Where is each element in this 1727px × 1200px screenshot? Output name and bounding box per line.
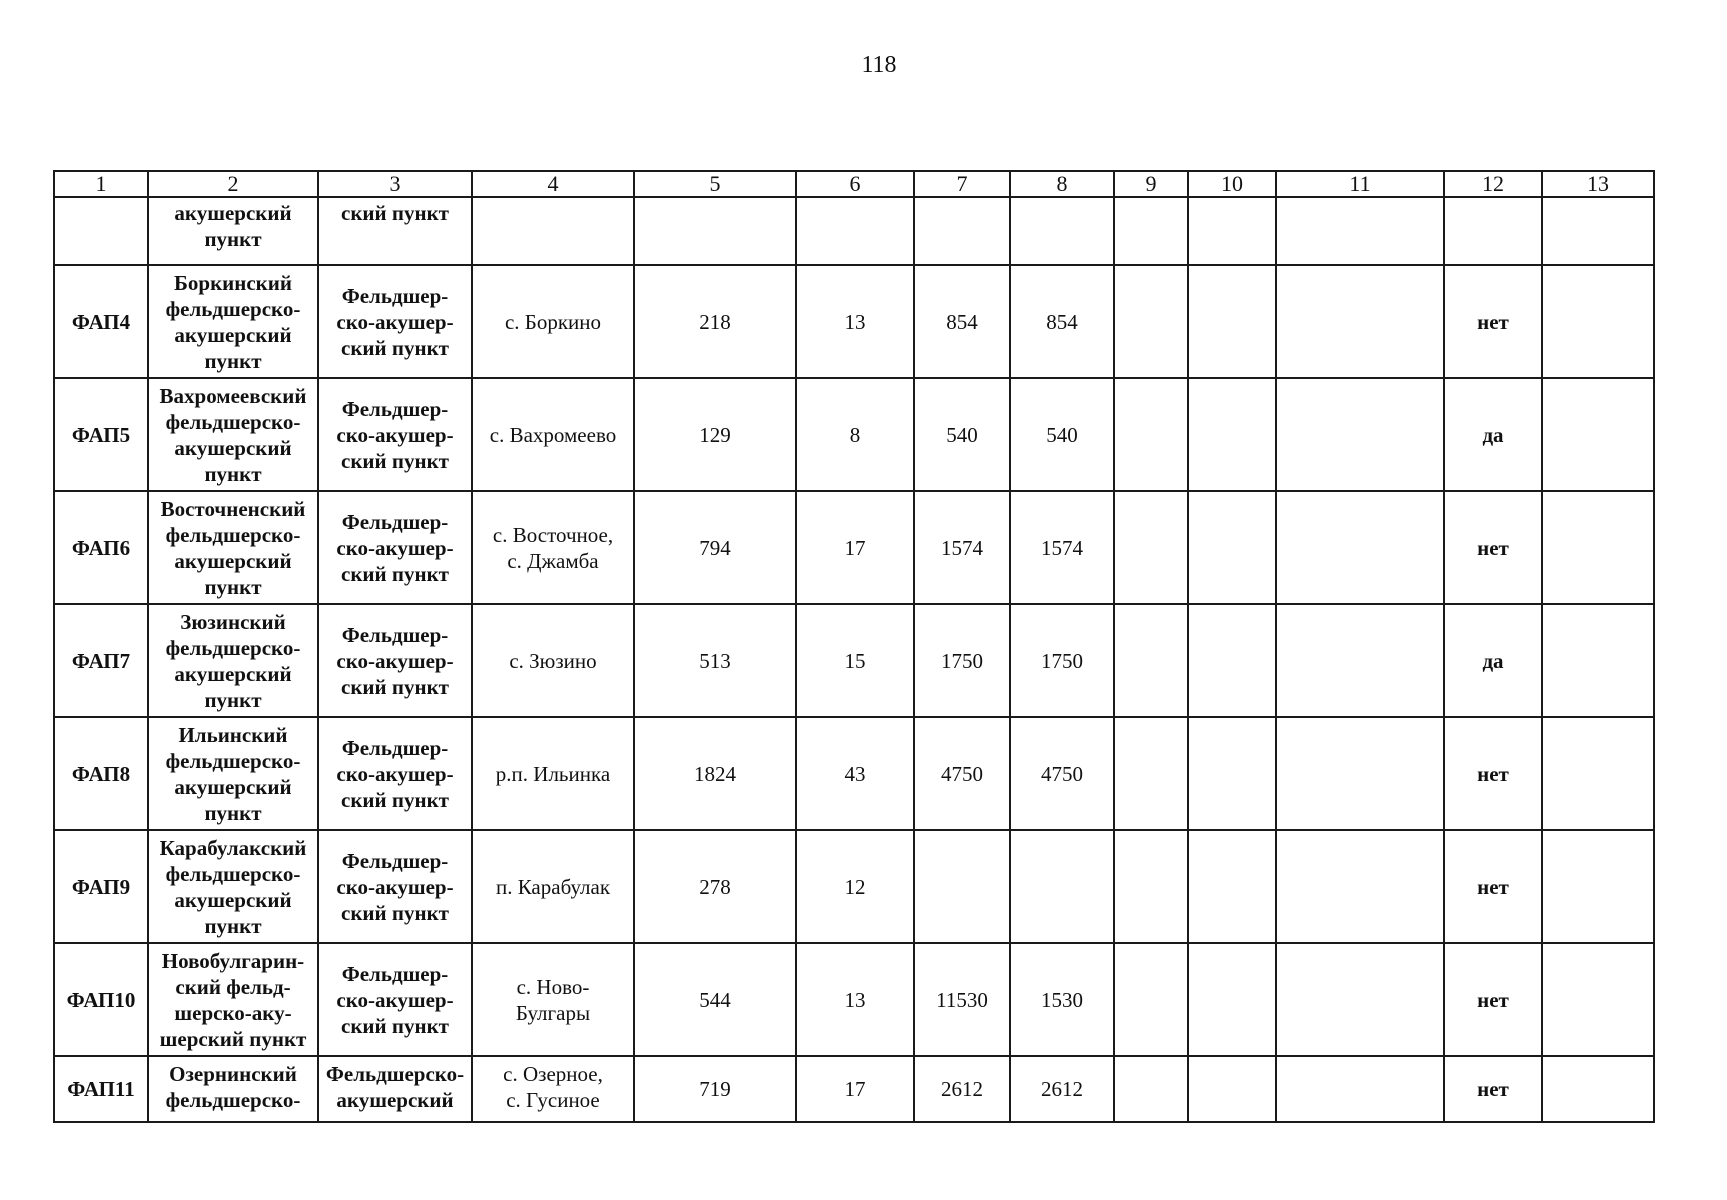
cell-text: да [1482,648,1504,673]
cell-code [54,717,148,830]
column-header: 11 [1276,171,1444,197]
cell-name [148,197,318,265]
cell-name [148,943,318,1056]
cell-text: с. Озерное, с. Гусиное [503,1062,603,1112]
header-row [54,171,1654,197]
cell-value-7 [914,830,1010,943]
table-row [54,830,1654,943]
cell-value-6 [796,943,914,1056]
table-row [54,943,1654,1056]
cell-name [148,830,318,943]
cell-flag-12 [1444,717,1542,830]
cell-text: 540 [1046,422,1078,447]
column-header: 7 [914,171,1010,197]
facilities-table [53,170,1655,1123]
cell-value-13 [1542,717,1654,830]
cell-value-8 [1010,830,1114,943]
cell-value-9 [1114,491,1188,604]
cell-facility-type [318,717,472,830]
cell-text: Фельдшер- ско-акушер- ский пункт [336,622,454,699]
cell-text: ФАП7 [71,648,131,673]
cell-value-9 [1114,830,1188,943]
cell-value-11 [1276,1056,1444,1122]
cell-facility-type [318,265,472,378]
cell-code [54,943,148,1056]
cell-text: 513 [699,648,731,673]
cell-value-6 [796,265,914,378]
cell-name [148,491,318,604]
column-header: 13 [1542,171,1654,197]
cell-settlement [472,717,634,830]
cell-code [54,830,148,943]
cell-value-13 [1542,943,1654,1056]
cell-value-13 [1542,197,1654,265]
cell-value-5 [634,830,796,943]
cell-value-13 [1542,1056,1654,1122]
column-header: 12 [1444,171,1542,197]
cell-text: нет [1477,987,1509,1012]
cell-value-9 [1114,717,1188,830]
cell-code [54,265,148,378]
column-header: 8 [1010,171,1114,197]
cell-settlement [472,943,634,1056]
cell-text: 17 [844,1077,866,1101]
cell-value-8 [1010,717,1114,830]
cell-settlement [472,197,634,265]
cell-text: 1750 [941,648,983,673]
cell-value-11 [1276,604,1444,717]
cell-text: Карабулакский фельдшерско- акушерский пункт [159,835,307,938]
cell-value-11 [1276,717,1444,830]
cell-value-13 [1542,491,1654,604]
column-header: 10 [1188,171,1276,197]
cell-value-7 [914,491,1010,604]
cell-flag-12 [1444,378,1542,491]
cell-text: нет [1477,1077,1509,1101]
cell-text: Восточненский фельдшерско- акушерский пункт [160,496,306,599]
cell-facility-type [318,197,472,265]
cell-settlement [472,491,634,604]
cell-value-5 [634,378,796,491]
cell-value-6 [796,1056,914,1122]
cell-value-10 [1188,491,1276,604]
cell-facility-type [318,378,472,491]
cell-flag-12 [1444,830,1542,943]
cell-value-13 [1542,265,1654,378]
cell-text: ФАП11 [67,1077,135,1101]
cell-flag-12 [1444,491,1542,604]
cell-text: Фельдшер- ско-акушер- ский пункт [336,961,454,1038]
cell-text: 4750 [941,761,983,786]
cell-text: 2612 [941,1077,983,1101]
cell-value-5 [634,491,796,604]
cell-value-8 [1010,604,1114,717]
cell-text: нет [1477,874,1509,899]
cell-text: ФАП8 [71,761,131,786]
cell-value-10 [1188,717,1276,830]
column-header: 3 [318,171,472,197]
cell-value-10 [1188,265,1276,378]
cell-value-9 [1114,265,1188,378]
cell-text: нет [1477,535,1509,560]
cell-settlement [472,604,634,717]
cell-value-11 [1276,830,1444,943]
cell-text: 1530 [1041,987,1083,1012]
cell-text: акушерский пункт [174,201,292,251]
cell-text: Вахромеевский фельдшерско- акушерский пункт [159,383,307,486]
table-row [54,265,1654,378]
cell-value-8 [1010,265,1114,378]
cell-value-10 [1188,378,1276,491]
cell-value-11 [1276,943,1444,1056]
cell-text: 218 [699,309,731,334]
cell-value-5 [634,943,796,1056]
cell-text: с. Восточное, с. Джамба [492,522,614,573]
cell-text: Озернинский фельдшерско- [165,1062,301,1112]
cell-text: 1574 [941,535,983,560]
cell-text: 11530 [936,987,988,1012]
cell-text: Фельдшер- ско-акушер- ский пункт [336,848,454,925]
cell-name [148,378,318,491]
table-row [54,378,1654,491]
cell-value-13 [1542,378,1654,491]
cell-settlement [472,265,634,378]
column-header: 2 [148,171,318,197]
table-row [54,491,1654,604]
cell-value-11 [1276,491,1444,604]
cell-facility-type [318,604,472,717]
cell-text: 278 [699,874,731,899]
cell-settlement [472,830,634,943]
cell-value-6 [796,717,914,830]
cell-text: с. Вахромеево [489,422,617,447]
cell-flag-12 [1444,265,1542,378]
cell-text: да [1482,422,1504,447]
cell-value-9 [1114,197,1188,265]
cell-settlement [472,378,634,491]
cell-value-7 [914,197,1010,265]
cell-value-10 [1188,604,1276,717]
cell-value-8 [1010,1056,1114,1122]
cell-value-5 [634,717,796,830]
cell-text: с. Ново- Булгары [515,974,591,1025]
cell-value-5 [634,197,796,265]
cell-value-7 [914,717,1010,830]
cell-facility-type [318,1056,472,1122]
cell-text: ФАП6 [71,535,131,560]
cell-value-8 [1010,943,1114,1056]
cell-code [54,491,148,604]
cell-text: 43 [844,761,866,786]
cell-text: Ильинский фельдшерско- акушерский пункт [165,722,301,825]
cell-value-5 [634,1056,796,1122]
cell-text: 719 [699,1077,731,1101]
cell-text: 13 [844,987,866,1012]
cell-value-9 [1114,604,1188,717]
cell-text: 4750 [1041,761,1083,786]
cell-flag-12 [1444,604,1542,717]
cell-text: 544 [699,987,731,1012]
cell-text: Фельдшер- ско-акушер- ский пункт [336,735,454,812]
cell-text: нет [1477,309,1509,334]
cell-text: Фельдшер- ско-акушер- ский пункт [336,396,454,473]
cell-value-8 [1010,197,1114,265]
cell-text: р.п. Ильинка [495,761,611,786]
cell-value-11 [1276,378,1444,491]
column-header: 5 [634,171,796,197]
cell-value-10 [1188,1056,1276,1122]
cell-text: ФАП5 [71,422,131,447]
cell-value-7 [914,943,1010,1056]
cell-name [148,265,318,378]
cell-text: Зюзинский фельдшерско- акушерский пункт [165,609,301,712]
cell-text: 12 [844,874,866,899]
column-header: 6 [796,171,914,197]
table-row [54,604,1654,717]
cell-value-10 [1188,197,1276,265]
cell-text: ФАП10 [66,987,136,1012]
cell-value-8 [1010,378,1114,491]
column-header: 4 [472,171,634,197]
cell-name [148,604,318,717]
table-row [54,197,1654,265]
cell-flag-12 [1444,943,1542,1056]
cell-text: п. Карабулак [495,874,611,899]
cell-text: 1574 [1041,535,1083,560]
cell-text: Фельдшерско- акушерский [325,1062,465,1112]
cell-value-7 [914,378,1010,491]
cell-value-9 [1114,943,1188,1056]
cell-text: ФАП9 [71,874,131,899]
cell-text: ский пункт [341,201,449,225]
cell-value-7 [914,604,1010,717]
cell-name [148,1056,318,1122]
cell-facility-type [318,943,472,1056]
cell-text: Фельдшер- ско-акушер- ский пункт [336,283,454,360]
cell-value-7 [914,265,1010,378]
cell-facility-type [318,830,472,943]
cell-text: 129 [699,422,731,447]
cell-value-6 [796,378,914,491]
cell-settlement [472,1056,634,1122]
cell-text: нет [1477,761,1509,786]
cell-value-7 [914,1056,1010,1122]
cell-text: 854 [946,309,978,334]
page-number: 118 [861,52,897,78]
cell-value-6 [796,197,914,265]
cell-text: 15 [844,648,866,673]
cell-text: 540 [946,422,978,447]
cell-value-5 [634,604,796,717]
cell-value-9 [1114,1056,1188,1122]
cell-text: 1750 [1041,648,1083,673]
cell-code [54,197,148,265]
cell-value-6 [796,604,914,717]
cell-value-8 [1010,491,1114,604]
cell-value-10 [1188,943,1276,1056]
cell-text: 2612 [1041,1077,1083,1101]
cell-code [54,378,148,491]
cell-text: 794 [699,535,731,560]
column-header: 9 [1114,171,1188,197]
cell-flag-12 [1444,1056,1542,1122]
cell-text: 13 [844,309,866,334]
cell-text: 17 [844,535,866,560]
cell-facility-type [318,491,472,604]
cell-text: 854 [1046,309,1078,334]
cell-value-5 [634,265,796,378]
cell-code [54,604,148,717]
cell-value-11 [1276,197,1444,265]
cell-text: Новобулгарин- ский фельд- шерско-аку- шерский пункт [159,948,307,1051]
cell-value-6 [796,491,914,604]
cell-name [148,717,318,830]
cell-flag-12 [1444,197,1542,265]
cell-value-11 [1276,265,1444,378]
cell-text: Фельдшер- ско-акушер- ский пункт [336,509,454,586]
cell-value-13 [1542,830,1654,943]
cell-code [54,1056,148,1122]
cell-value-9 [1114,378,1188,491]
cell-text: ФАП4 [71,309,131,334]
cell-value-6 [796,830,914,943]
cell-text: Боркинский фельдшерско- акушерский пункт [165,270,301,373]
cell-text: 1824 [694,761,736,786]
cell-value-10 [1188,830,1276,943]
cell-text: 8 [849,422,861,447]
cell-text: с. Зюзино [509,648,597,673]
column-header: 1 [54,171,148,197]
table-row [54,1056,1654,1122]
table-row [54,717,1654,830]
cell-text: с. Боркино [504,309,602,334]
cell-value-13 [1542,604,1654,717]
